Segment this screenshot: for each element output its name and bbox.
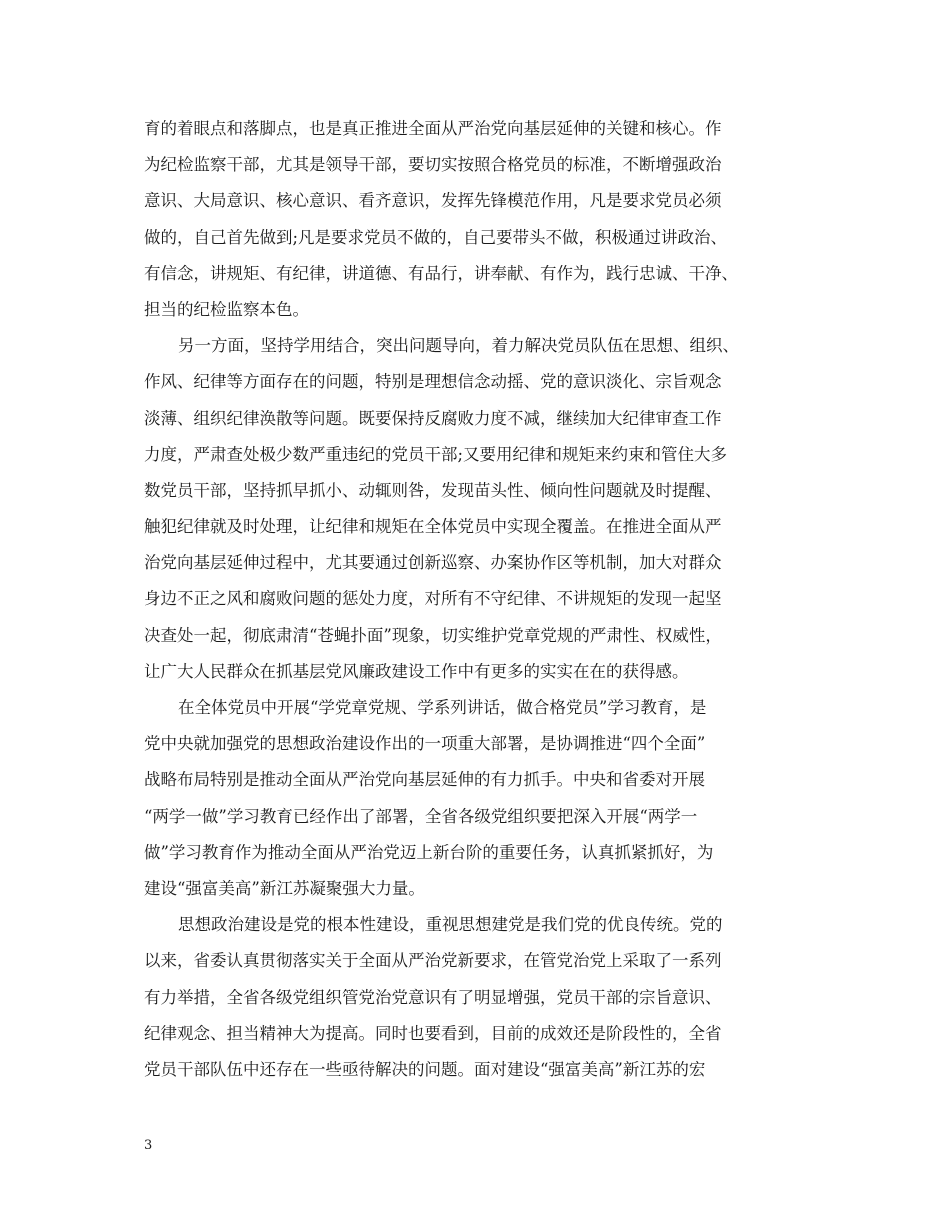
text-line: 淡薄、组织纪律涣散等问题。既要保持反腐败力度不减，继续加大纪律审查工作 xyxy=(144,408,722,428)
text-line: 另一方面，坚持学用结合，突出问题导向，着力解决党员队伍在思想、组织、 xyxy=(178,336,739,356)
text-line: 为纪检监察干部，尤其是领导干部，要切实按照合格党员的标准，不断增强政治 xyxy=(144,155,722,175)
text-line: 以来，省委认真贯彻落实关于全面从严治党新要求，在管党治党上采取了一系列 xyxy=(144,951,722,971)
text-line: 有力举措，全省各级党组织管党治党意识有了明显增强，党员干部的宗旨意识、 xyxy=(144,987,722,1007)
text-line: 意识、大局意识、核心意识、看齐意识，发挥先锋模范作用，凡是要求党员必须 xyxy=(144,191,722,211)
text-line: 做的，自己首先做到;凡是要求党员不做的，自己要带头不做，积极通过讲政治、 xyxy=(144,227,728,247)
text-line: 纪律观念、担当精神大为提高。同时也要看到，目前的成效还是阶段性的，全省 xyxy=(144,1023,722,1043)
text-line: 让广大人民群众在抓基层党风廉政建设工作中有更多的实实在在的获得感。 xyxy=(144,661,689,681)
text-line: 决查处一起，彻底肃清“苍蝇扑面”现象，切实维护党章党规的严肃性、权威性， xyxy=(144,625,722,645)
text-line: 治党向基层延伸过程中，尤其要通过创新巡察、办案协作区等机制，加大对群众 xyxy=(144,553,722,573)
text-line: 育的着眼点和落脚点，也是真正推进全面从严治党向基层延伸的关键和核心。作 xyxy=(144,119,722,138)
text-line: 党员干部队伍中还存在一些亟待解决的问题。面对建设“强富美高”新江苏的宏 xyxy=(144,1059,706,1079)
page-number: 3 xyxy=(144,1138,153,1153)
text-line: 战略布局特别是推动全面从严治党向基层延伸的有力抓手。中央和省委对开展 xyxy=(144,770,705,790)
text-line: 党中央就加强党的思想政治建设作出的一项重大部署，是协调推进“四个全面” xyxy=(144,734,706,754)
text-line: 作风、纪律等方面存在的问题，特别是理想信念动摇、党的意识淡化、宗旨观念 xyxy=(144,372,722,392)
text-line: 身边不正之风和腐败问题的惩处力度，对所有不守纪律、不讲规矩的发现一起坚 xyxy=(144,589,722,609)
text-line: 担当的纪检监察本色。 xyxy=(144,299,309,319)
text-line: 思想政治建设是党的根本性建设，重视思想建党是我们党的优良传统。党的 xyxy=(178,915,723,935)
text-line: 有信念，讲规矩、有纪律，讲道德、有品行，讲奉献、有作为，践行忠诚、干净、 xyxy=(144,263,738,283)
text-line: 力度，严肃查处极少数严重违纪的党员干部;又要用纪律和规矩来约束和管住大多 xyxy=(144,444,728,464)
text-line: 在全体党员中开展“学党章党规、学系列讲话，做合格党员”学习教育，是 xyxy=(178,698,707,717)
text-line: 做”学习教育作为推动全面从严治党迈上新台阶的重要任务，认真抓紧抓好，为 xyxy=(144,842,714,862)
text-line: 数党员干部，坚持抓早抓小、动辄则咎，发现苗头性、倾向性问题就及时提醒、 xyxy=(144,480,722,500)
text-line: 触犯纪律就及时处理，让纪律和规矩在全体党员中实现全覆盖。在推进全面从严 xyxy=(144,517,722,537)
text-line: 建设“强富美高”新江苏凝聚强大力量。 xyxy=(144,878,425,898)
text-line: “两学一做”学习教育已经作出了部署，全省各级党组织要把深入开展“两学一 xyxy=(144,806,698,826)
document-body xyxy=(144,111,826,1088)
